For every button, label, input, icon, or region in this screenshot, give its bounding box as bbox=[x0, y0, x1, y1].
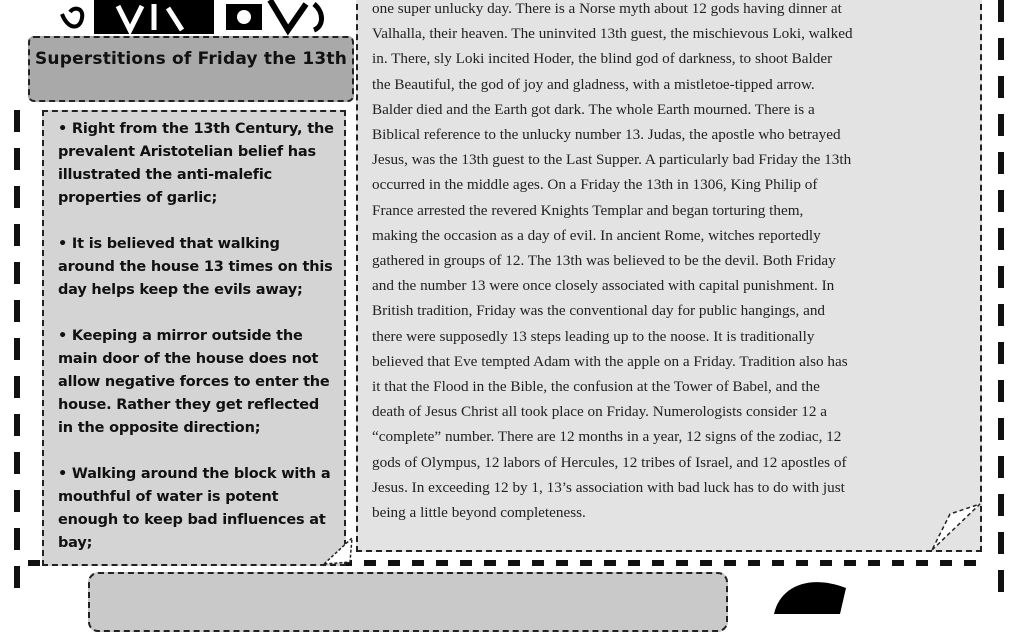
article-line: Balder died and the Earth got dark. The whole Earth mourned. There is a bbox=[372, 100, 815, 118]
article-line: in. There, sly Loki incited Hoder, the blind god of darkness, to shoot Balder bbox=[372, 50, 833, 68]
right-dashed-border bbox=[998, 0, 1004, 600]
decorative-header-art bbox=[58, 0, 328, 36]
article-line: France arrested the revered Knights Templar and began torturing them, bbox=[372, 201, 804, 219]
page-curl-icon bbox=[322, 534, 354, 566]
article-line: believed that Eve tempted Adam with the apple on a Friday. Tradition also has bbox=[372, 352, 848, 370]
article-line: being a little beyond completeness. bbox=[372, 504, 586, 522]
list-item: • It is believed that walking around the house 13 times on this day helps keep the evils away; bbox=[58, 236, 333, 298]
article-line: it that the Flood in the Bible, the confusion at the Tower of Babel, and the bbox=[372, 378, 820, 396]
superstitions-list bbox=[58, 118, 334, 555]
decorative-blob-icon bbox=[770, 574, 850, 614]
article-line: and the number 13 were once closely associated with capital punishment. In bbox=[372, 277, 835, 295]
sidebar-title: Superstitions of Friday the 13th bbox=[28, 36, 354, 102]
left-dashed-border bbox=[14, 110, 20, 600]
article-line: there were supposedly 13 steps leading up to the noose. It is traditionally bbox=[372, 327, 815, 345]
article-line: Jesus. In exceeding 12 by 1, 13’s association with bad luck has to do with just bbox=[372, 478, 845, 496]
article-line: the Beautiful, the god of joy and gladness, with a mistletoe-tipped arrow. bbox=[372, 75, 815, 93]
article-text bbox=[372, 0, 966, 525]
article-line: Valhalla, their heaven. The uninvited 13th guest, the mischievous Loki, walked bbox=[372, 25, 853, 43]
list-item: • Walking around the block with a mouthful of water is potent enough to keep bad influences at bay; bbox=[58, 466, 331, 551]
article-line: one super unlucky day. There is a Norse myth about 12 gods having dinner at bbox=[372, 0, 842, 17]
article-line: death of Jesus Christ all took place on Friday. Numerologists consider 12 a bbox=[372, 403, 827, 421]
article-box bbox=[356, 0, 982, 552]
bottom-banner bbox=[88, 572, 728, 632]
list-item: • Keeping a mirror outside the main door of the house does not allow negative forces to enter the house. Rather they get reflected in the opposite direction; bbox=[58, 328, 330, 436]
article-line: making the occasion as a day of evil. In ancient Rome, witches reportedly bbox=[372, 226, 821, 244]
article-line: gathered in groups of 12. The 13th was believed to be the devil. Both Friday bbox=[372, 252, 836, 270]
article-line: Jesus, was the 13th guest to the Last Supper. A particularly bad Friday the 13th bbox=[372, 151, 852, 169]
article-line: gods of Olympus, 12 labors of Hercules, 12 tribes of Israel, and 12 apostles of bbox=[372, 453, 847, 471]
article-line: occurred in the middle ages. On a Friday the 13th in 1306, King Philip of bbox=[372, 176, 818, 194]
article-line: British tradition, Friday was the conventional day for public hangings, and bbox=[372, 302, 826, 320]
page-curl-icon bbox=[930, 500, 982, 552]
article-line: “complete” number. There are 12 months in a year, 12 signs of the zodiac, 12 bbox=[372, 428, 842, 446]
article-line: Biblical reference to the unlucky number 13. Judas, the apostle who betrayed bbox=[372, 126, 841, 144]
superstitions-list-box bbox=[42, 110, 346, 566]
list-item: • Right from the 13th Century, the prevalent Aristotelian belief has illustrated the anti-malefic properties of garlic; bbox=[58, 121, 334, 206]
